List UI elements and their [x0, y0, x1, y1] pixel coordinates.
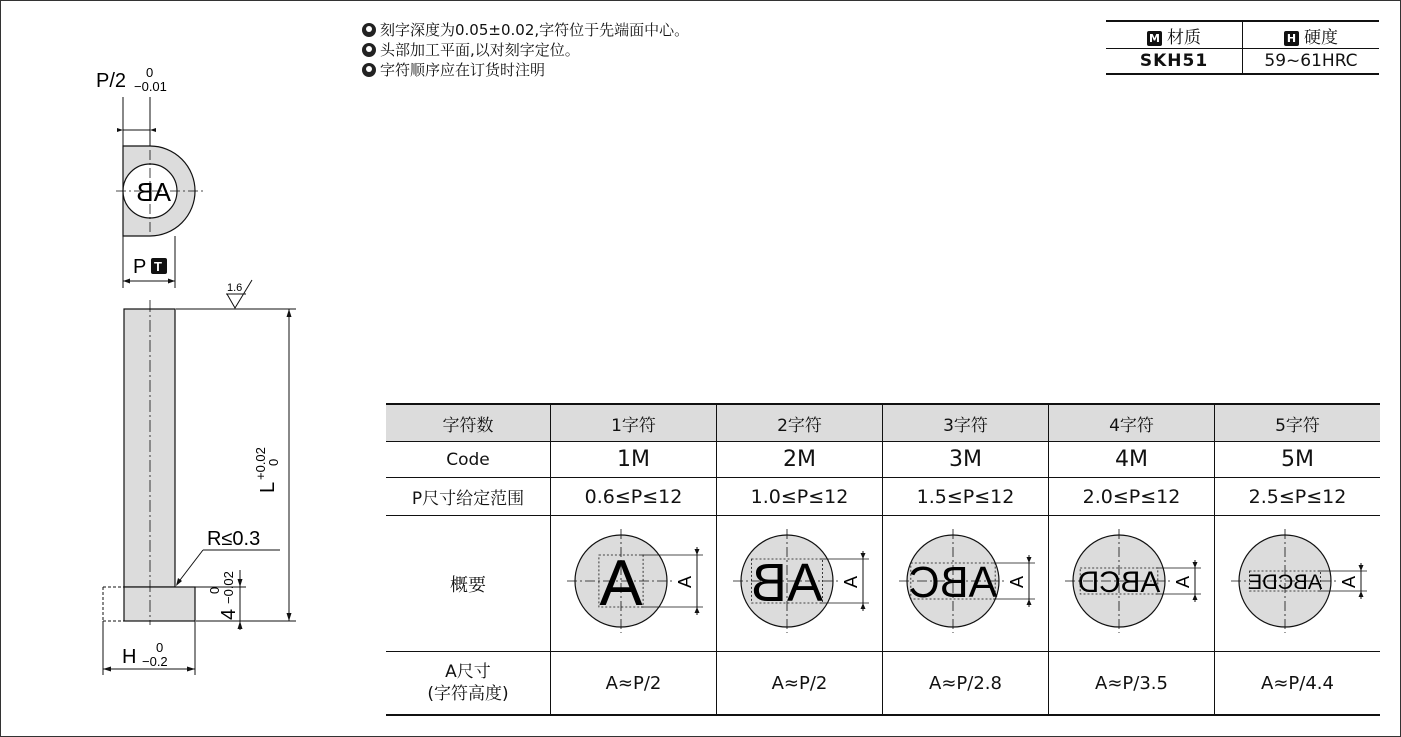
svg-text:A: A	[674, 575, 695, 588]
code-cell: 5M	[1215, 442, 1381, 478]
engraving-mirrored: AB	[136, 177, 171, 207]
h-upper-tol: 0	[156, 640, 164, 655]
hardness-value: 59~61HRC	[1243, 49, 1380, 75]
material-table	[1106, 20, 1379, 75]
overview-cell	[883, 516, 1049, 652]
bullet-icon	[362, 43, 376, 57]
bullet-icon	[362, 63, 376, 77]
svg-text:A: A	[840, 575, 861, 588]
engraving-glyphs: ABCD	[1077, 566, 1160, 599]
technical-drawing	[0, 0, 360, 720]
a-size-cell: A≈P/3.5	[1049, 652, 1215, 716]
engraving-glyphs: A	[598, 546, 643, 619]
count-cell: 1字符	[551, 404, 717, 442]
code-cell: 2M	[717, 442, 883, 478]
four-lower-tol: −0.02	[221, 571, 236, 604]
radius-label: R≤0.3	[207, 528, 261, 550]
p-half-lower-tol: −0.01	[134, 79, 167, 94]
engraving-glyphs: ABCDE	[1247, 569, 1322, 594]
overview-cell	[1215, 516, 1381, 652]
l-lower-tol: 0	[266, 458, 281, 466]
a-size-cell: A≈P/2.8	[883, 652, 1049, 716]
row-label-range: P尺寸给定范围	[386, 478, 551, 516]
code-cell: 4M	[1049, 442, 1215, 478]
l-upper-tol: +0.02	[253, 447, 268, 480]
note-item: 刻字深度为0.05±0.02,字符位于先端面中心。	[362, 20, 689, 40]
svg-text:1.6: 1.6	[227, 282, 243, 294]
p-half-label: P/2	[96, 70, 127, 92]
count-cell: 5字符	[1215, 404, 1381, 442]
p-width-label: P	[133, 256, 147, 278]
engraving-overview-diagram	[559, 521, 709, 641]
note-item: 字符顺序应在订货时注明	[362, 60, 689, 80]
row-label-count: 字符数	[386, 404, 551, 442]
h-lower-tol: −0.2	[142, 654, 168, 669]
engraving-overview-diagram	[891, 521, 1041, 641]
overview-cell	[1049, 516, 1215, 652]
material-value: SKH51	[1106, 49, 1243, 75]
top-view	[116, 97, 205, 236]
range-cell: 1.0≤P≤12	[717, 478, 883, 516]
four-label: 4	[218, 608, 240, 620]
overview-cell	[717, 516, 883, 652]
engraving-overview-diagram	[1223, 521, 1373, 641]
hardness-header: H 硬度	[1243, 21, 1380, 49]
range-cell: 2.0≤P≤12	[1049, 478, 1215, 516]
range-cell: 1.5≤P≤12	[883, 478, 1049, 516]
svg-text:A: A	[1006, 575, 1027, 588]
p-half-upper-tol: 0	[146, 65, 154, 80]
engraving-overview-diagram	[1057, 521, 1207, 641]
engraving-overview-diagram	[725, 521, 875, 641]
engraving-glyphs: ABC	[908, 559, 997, 607]
l-label: L	[257, 481, 279, 493]
count-cell: 2字符	[717, 404, 883, 442]
code-cell: 1M	[551, 442, 717, 478]
row-label-overview: 概要	[386, 516, 551, 652]
svg-text:A: A	[1172, 575, 1193, 588]
range-cell: 2.5≤P≤12	[1215, 478, 1381, 516]
spec-table	[386, 403, 1380, 716]
four-upper-tol: 0	[207, 586, 222, 594]
note-item: 头部加工平面,以对刻字定位。	[362, 40, 689, 60]
material-header: M 材质	[1106, 21, 1243, 49]
roughness-symbol	[226, 280, 252, 308]
notes-list	[362, 20, 689, 80]
h-label: H	[122, 646, 137, 668]
side-view	[103, 300, 195, 625]
count-cell: 4字符	[1049, 404, 1215, 442]
bullet-icon	[362, 23, 376, 37]
engraving-glyphs: AB	[750, 553, 823, 613]
row-label-code: Code	[386, 442, 551, 478]
a-size-cell: A≈P/2	[717, 652, 883, 716]
a-size-cell: A≈P/2	[551, 652, 717, 716]
code-cell: 3M	[883, 442, 1049, 478]
range-cell: 0.6≤P≤12	[551, 478, 717, 516]
svg-text:A: A	[1338, 575, 1359, 588]
overview-cell	[551, 516, 717, 652]
p-width-tag: T	[154, 259, 162, 274]
a-size-cell: A≈P/4.4	[1215, 652, 1381, 716]
row-label-a-size: A尺寸 (字符高度)	[386, 652, 551, 716]
count-cell: 3字符	[883, 404, 1049, 442]
